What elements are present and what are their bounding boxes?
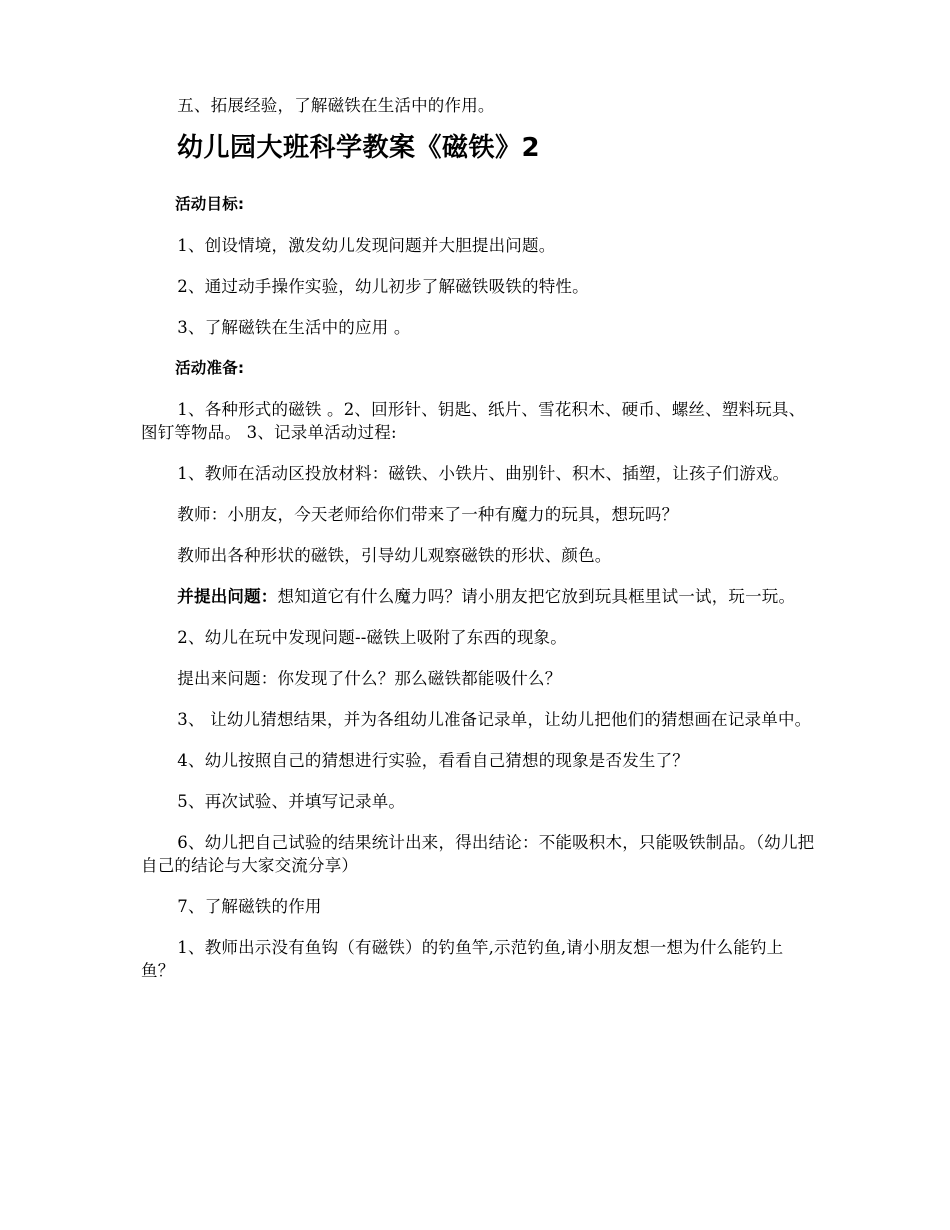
goal-item: 1、创设情境，激发幼儿发现问题并大胆提出问题。 [177, 236, 556, 255]
process-paragraph: 5、再次试验、并填写记录单。 [177, 792, 406, 811]
goal-item: 2、通过动手操作实验，幼儿初步了解磁铁吸铁的特性。 [177, 277, 589, 296]
process-paragraph: 4、幼儿按照自己的猜想进行实验，看看自己猜想的现象是否发生了？ [177, 751, 689, 770]
prep-paragraph: 1、各种形式的磁铁 。2、回形针、钥匙、纸片、雪花积木、硬币、螺丝、塑料玩具、图钉等物品。 3、记录单活动过程: [141, 400, 806, 442]
question-paragraph [141, 585, 816, 608]
prep-label: 活动准备: [175, 359, 245, 377]
process-paragraph: 1、教师在活动区投放材料：磁铁、小铁片、曲别针、积木、插塑，让孩子们游戏。 [177, 464, 790, 483]
question-text: 想知道它有什么魔力吗？请小朋友把它放到玩具框里试一试，玩一玩。 [277, 587, 796, 606]
question-label: 并提出问题： [177, 587, 278, 606]
process-paragraph: 教师出各种形状的磁铁，引导幼儿观察磁铁的形状、颜色。 [177, 546, 612, 565]
process-paragraph: 6、幼儿把自己试验的结果统计出来，得出结论：不能吸积木，只能吸铁制品。（幼儿把自己的结论与大家交流分享） [141, 833, 815, 875]
document-content [141, 94, 816, 1000]
process-paragraph: 2、幼儿在玩中发现问题--磁铁上吸附了东西的现象。 [177, 628, 567, 647]
process-paragraph: 3、 让幼儿猜想结果，并为各组幼儿准备记录单，让幼儿把他们的猜想画在记录单中。 [177, 710, 812, 729]
process-paragraph: 教师：小朋友，今天老师给你们带来了一种有魔力的玩具，想玩吗？ [177, 505, 679, 524]
process-paragraph: 1、教师出示没有鱼钩（有磁铁）的钓鱼竿,示范钓鱼,请小朋友想一想为什么能钓上鱼？ [141, 938, 784, 980]
process-paragraph: 提出来问题：你发现了什么？那么磁铁都能吸什么？ [177, 669, 562, 688]
document-title: 幼儿园大班科学教案《磁铁》2 [177, 133, 541, 163]
goal-item: 3、了解磁铁在生活中的应用 。 [177, 318, 411, 337]
intro-paragraph: 五、拓展经验，了解磁铁在生活中的作用。 [177, 96, 495, 115]
process-paragraph: 7、了解磁铁的作用 [177, 897, 322, 916]
goals-label: 活动目标: [175, 195, 245, 213]
